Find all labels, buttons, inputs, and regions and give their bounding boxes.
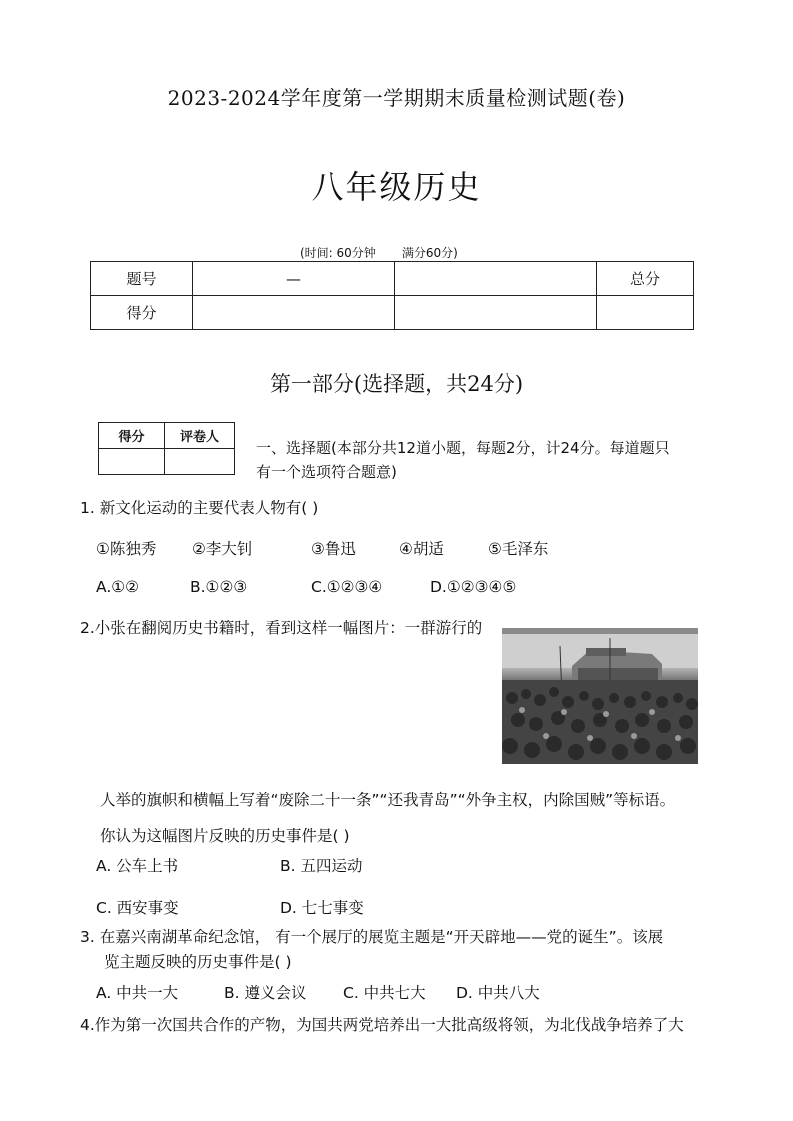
- exam-title: 2023-2024学年度第一学期期末质量检测试题(卷): [167, 86, 626, 110]
- question-item: ④胡适: [399, 540, 444, 558]
- subject-title: 八年级历史: [311, 168, 482, 206]
- score-cell: —: [193, 262, 395, 296]
- answer-option: D.①②③④⑤: [430, 578, 517, 596]
- grader-header: 得分: [99, 423, 165, 449]
- question-item: ③鲁迅: [311, 540, 356, 558]
- question-item: ⑤毛泽东: [488, 540, 549, 558]
- question-stem: 4.作为第一次国共合作的产物，为国共两党培养出一大批高级将领，为北伐战争培养了大: [80, 1016, 684, 1034]
- answer-option: A. 中共一大: [96, 984, 179, 1002]
- grader-cell: [99, 449, 165, 475]
- answer-option: D. 中共八大: [456, 984, 540, 1002]
- question-stem: 你认为这幅图片反映的历史事件是( ): [100, 827, 350, 845]
- grader-row: [99, 423, 235, 449]
- section-instructions: 有一个选项符合题意): [256, 463, 397, 481]
- question-stem: 3. 在嘉兴南湖革命纪念馆， 有一个展厅的展览主题是“开天辟地——党的诞生”。该展: [80, 928, 664, 946]
- answer-option: D. 七七事变: [280, 899, 364, 917]
- time-limit: (时间: 60分钟: [300, 246, 376, 260]
- question-stem: 2.小张在翻阅历史书籍时，看到这样一幅图片：一群游行的: [80, 619, 483, 637]
- answer-option: A. 公车上书: [96, 857, 179, 875]
- grader-table: [98, 422, 235, 475]
- score-table: [90, 261, 694, 330]
- question-stem: 1. 新文化运动的主要代表人物有( ): [80, 499, 319, 517]
- question-item: ②李大钊: [192, 540, 253, 558]
- historical-photo: [502, 628, 698, 764]
- answer-option: C. 中共七大: [343, 984, 426, 1002]
- answer-option: C. 西安事变: [96, 899, 179, 917]
- answer-option: B. 五四运动: [280, 857, 363, 875]
- section-instructions: 一、选择题(本部分共12道小题，每题2分，计24分。每道题只: [256, 439, 670, 457]
- full-score: 满分60分): [401, 246, 458, 260]
- score-cell: [597, 296, 694, 330]
- protest-crowd-image: [502, 628, 698, 764]
- score-cell: 题号: [91, 262, 193, 296]
- grader-header: 评卷人: [165, 423, 235, 449]
- question-stem: 人举的旗帜和横幅上写着“废除二十一条”“还我青岛”“外争主权，内除国贼”等标语。: [100, 791, 676, 809]
- time-limit-line: [300, 244, 458, 261]
- score-cell: [395, 296, 597, 330]
- answer-option: B. 遵义会议: [224, 984, 307, 1002]
- score-cell: 得分: [91, 296, 193, 330]
- grader-cell: [165, 449, 235, 475]
- answer-option: C.①②③④: [311, 578, 383, 596]
- grader-row: [99, 449, 235, 475]
- score-cell: [193, 296, 395, 330]
- score-cell: 总分: [597, 262, 694, 296]
- part-title: 第一部分(选择题，共24分): [269, 372, 524, 396]
- question-item: ①陈独秀: [96, 540, 157, 558]
- score-table-row: [91, 262, 694, 296]
- answer-option: B.①②③: [190, 578, 248, 596]
- answer-option: A.①②: [96, 578, 140, 596]
- score-cell: [395, 262, 597, 296]
- score-table-row: [91, 296, 694, 330]
- question-stem: 览主题反映的历史事件是( ): [104, 953, 292, 971]
